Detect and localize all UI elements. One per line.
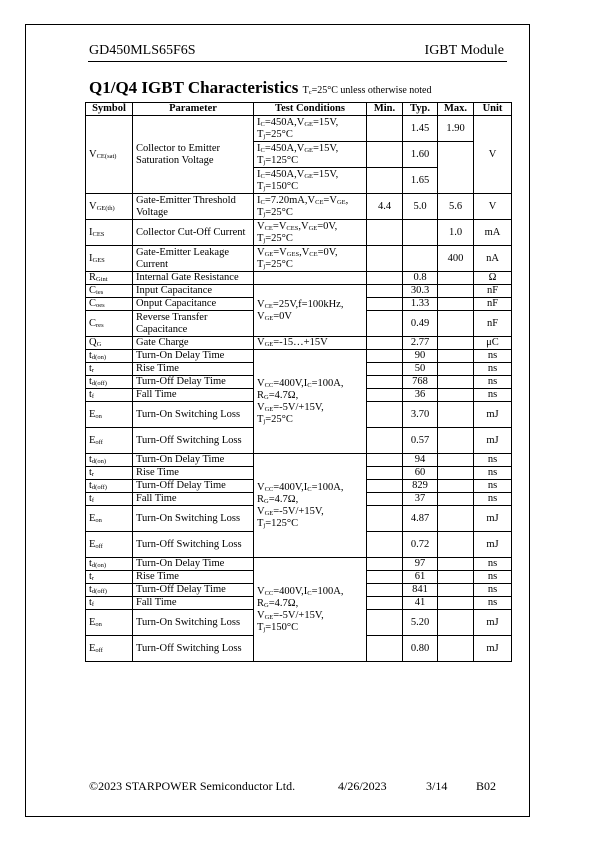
symbol-cell: $E_{on}$ — [86, 610, 133, 636]
test-condition-cell — [254, 272, 367, 285]
parameter-cell: Turn-On Delay Time — [133, 350, 254, 363]
unit-cell: ns — [474, 597, 512, 610]
typ-cell: 61 — [403, 571, 438, 584]
max-cell — [438, 272, 474, 285]
max-cell — [438, 389, 474, 402]
parameter-cell: Onput Capacitance — [133, 298, 254, 311]
parameter-cell: Turn-Off Delay Time — [133, 584, 254, 597]
max-cell — [438, 493, 474, 506]
unit-cell: μC — [474, 337, 512, 350]
typ-cell: 36 — [403, 389, 438, 402]
min-cell — [367, 298, 403, 311]
table-row — [86, 454, 512, 467]
max-cell: 1.0 — [438, 220, 474, 246]
max-cell — [438, 428, 474, 454]
max-cell: 5.6 — [438, 194, 474, 220]
parameter-cell: Turn-On Switching Loss — [133, 506, 254, 532]
typ-cell: 1.45 — [403, 116, 438, 142]
table-row — [86, 116, 512, 142]
test-condition-cell: $I_C=7.20mA,V_{CE}=V_{GE}$, $T_j=25^\circ C$ — [254, 194, 367, 220]
parameter-cell: Fall Time — [133, 389, 254, 402]
min-cell — [367, 402, 403, 428]
unit-cell: ns — [474, 467, 512, 480]
min-cell — [367, 389, 403, 402]
parameter-cell: Gate-Emitter Leakage Current — [133, 246, 254, 272]
symbol-cell: $t_{d(on)}$ — [86, 350, 133, 363]
unit-cell: ns — [474, 571, 512, 584]
max-cell — [438, 532, 474, 558]
unit-cell: mJ — [474, 402, 512, 428]
min-cell — [367, 480, 403, 493]
unit-cell: ns — [474, 389, 512, 402]
unit-cell: ns — [474, 558, 512, 571]
parameter-cell: Turn-On Switching Loss — [133, 402, 254, 428]
max-cell — [438, 402, 474, 428]
typ-cell: 768 — [403, 376, 438, 389]
min-cell — [367, 467, 403, 480]
footer-revision: B02 — [476, 779, 497, 793]
unit-cell: ns — [474, 584, 512, 597]
parameter-cell: Collector Cut-Off Current — [133, 220, 254, 246]
test-condition-cell: $V_{CE}=25V,f=100kHz$, $V_{GE}=0V$ — [254, 285, 367, 337]
min-cell — [367, 116, 403, 142]
test-condition-cell: $V_{CC}=400V,I_C=100A$, $R_G=4.7\Omega$, $V_{GE}=-5V/+15V$, $T_j=125^\circ C$ — [254, 454, 367, 558]
footer-page: 3/14 — [426, 779, 448, 793]
min-cell — [367, 571, 403, 584]
parameter-cell: Turn-On Delay Time — [133, 454, 254, 467]
typ-cell: 0.8 — [403, 272, 438, 285]
typ-cell: 41 — [403, 597, 438, 610]
symbol-cell: $I_{GES}$ — [86, 246, 133, 272]
parameter-cell: Turn-On Delay Time — [133, 558, 254, 571]
max-cell — [438, 337, 474, 350]
parameter-cell: Reverse Transfer Capacitance — [133, 311, 254, 337]
symbol-cell: $t_{d(on)}$ — [86, 558, 133, 571]
unit-cell: mJ — [474, 532, 512, 558]
unit-cell: mA — [474, 220, 512, 246]
symbol-cell: $E_{on}$ — [86, 506, 133, 532]
max-cell — [438, 350, 474, 363]
parameter-cell: Turn-Off Delay Time — [133, 376, 254, 389]
min-cell — [367, 584, 403, 597]
max-cell — [438, 376, 474, 389]
parameter-cell: Rise Time — [133, 571, 254, 584]
unit-cell: V — [474, 194, 512, 220]
parameter-cell: Rise Time — [133, 467, 254, 480]
symbol-cell: $t_r$ — [86, 363, 133, 376]
unit-cell: ns — [474, 363, 512, 376]
test-condition-cell: $V_{CC}=400V,I_C=100A$, $R_G=4.7\Omega$, $V_{GE}=-5V/+15V$, $T_j=150^\circ C$ — [254, 558, 367, 662]
min-cell — [367, 636, 403, 662]
min-cell: 4.4 — [367, 194, 403, 220]
parameter-cell: Turn-Off Switching Loss — [133, 532, 254, 558]
typ-cell: 0.80 — [403, 636, 438, 662]
header-min: Min. — [367, 103, 403, 116]
unit-cell: ns — [474, 350, 512, 363]
unit-cell: nF — [474, 311, 512, 337]
symbol-cell: $t_f$ — [86, 493, 133, 506]
unit-cell: nA — [474, 246, 512, 272]
parameter-cell: Turn-Off Switching Loss — [133, 636, 254, 662]
max-cell — [438, 506, 474, 532]
header-parameter: Parameter — [133, 103, 254, 116]
table-row — [86, 220, 512, 246]
header-part-number: GD450MLS65F6S — [89, 43, 196, 58]
test-condition-cell: $V_{GE}=-15\dots+15V$ — [254, 337, 367, 350]
max-cell — [438, 480, 474, 493]
max-cell — [438, 597, 474, 610]
unit-cell: mJ — [474, 428, 512, 454]
parameter-cell: Input Capacitance — [133, 285, 254, 298]
unit-cell: ns — [474, 376, 512, 389]
min-cell — [367, 428, 403, 454]
parameter-cell: Internal Gate Resistance — [133, 272, 254, 285]
min-cell — [367, 532, 403, 558]
min-cell — [367, 220, 403, 246]
min-cell — [367, 558, 403, 571]
table-row — [86, 337, 512, 350]
unit-cell: mJ — [474, 636, 512, 662]
table-row — [86, 350, 512, 363]
header-typ: Typ. — [403, 103, 438, 116]
symbol-cell: $t_r$ — [86, 467, 133, 480]
typ-cell: 1.33 — [403, 298, 438, 311]
header-max: Max. — [438, 103, 474, 116]
typ-cell — [403, 220, 438, 246]
parameter-cell: Fall Time — [133, 493, 254, 506]
max-cell: 1.90 — [438, 116, 474, 142]
parameter-cell: Rise Time — [133, 363, 254, 376]
typ-cell: 5.20 — [403, 610, 438, 636]
typ-cell: 0.49 — [403, 311, 438, 337]
min-cell — [367, 454, 403, 467]
typ-cell: 1.60 — [403, 142, 438, 168]
symbol-cell: $R_{Gint}$ — [86, 272, 133, 285]
typ-cell: 0.72 — [403, 532, 438, 558]
header-test-conditions: Test Conditions — [254, 103, 367, 116]
min-cell — [367, 285, 403, 298]
typ-cell: 1.65 — [403, 168, 438, 194]
typ-cell: 60 — [403, 467, 438, 480]
parameter-cell: Turn-On Switching Loss — [133, 610, 254, 636]
typ-cell: 5.0 — [403, 194, 438, 220]
typ-cell: 4.87 — [403, 506, 438, 532]
symbol-cell: $t_{d(on)}$ — [86, 454, 133, 467]
symbol-cell: $E_{off}$ — [86, 532, 133, 558]
max-cell — [438, 311, 474, 337]
unit-cell: mJ — [474, 506, 512, 532]
symbol-cell: $E_{off}$ — [86, 428, 133, 454]
symbol-cell: $E_{on}$ — [86, 402, 133, 428]
max-cell — [438, 610, 474, 636]
max-cell: 400 — [438, 246, 474, 272]
min-cell — [367, 337, 403, 350]
test-condition-cell: $I_C=450A,V_{GE}=15V$, $T_j=150^\circ C$ — [254, 168, 367, 194]
typ-cell — [403, 246, 438, 272]
symbol-cell: $t_f$ — [86, 389, 133, 402]
parameter-cell: Turn-Off Switching Loss — [133, 428, 254, 454]
unit-cell: nF — [474, 298, 512, 311]
parameter-cell: Collector to Emitter Saturation Voltage — [133, 116, 254, 194]
table-row — [86, 558, 512, 571]
min-cell — [367, 597, 403, 610]
test-condition-cell: $V_{CE}=V_{CES},V_{GE}=0V$, $T_j=25^\circ C$ — [254, 220, 367, 246]
header-symbol: Symbol — [86, 103, 133, 116]
min-cell — [367, 376, 403, 389]
symbol-cell: $C_{oes}$ — [86, 298, 133, 311]
typ-cell: 3.70 — [403, 402, 438, 428]
unit-cell: ns — [474, 480, 512, 493]
igbt-characteristics-table — [85, 102, 512, 662]
section-title-main: Q1/Q4 IGBT Characteristics — [89, 78, 299, 97]
symbol-cell: $t_{d(off)}$ — [86, 376, 133, 389]
symbol-cell: $t_f$ — [86, 597, 133, 610]
max-cell — [438, 142, 474, 194]
symbol-cell: $C_{res}$ — [86, 311, 133, 337]
symbol-cell: $I_{CES}$ — [86, 220, 133, 246]
footer-date: 4/26/2023 — [338, 779, 387, 793]
max-cell — [438, 558, 474, 571]
unit-cell: nF — [474, 285, 512, 298]
table-row — [86, 246, 512, 272]
symbol-cell: $t_{d(off)}$ — [86, 480, 133, 493]
min-cell — [367, 272, 403, 285]
section-title — [89, 78, 432, 98]
max-cell — [438, 298, 474, 311]
table-row — [86, 194, 512, 220]
test-condition-cell: $I_C=450A,V_{GE}=15V$, $T_j=125^\circ C$ — [254, 142, 367, 168]
max-cell — [438, 285, 474, 298]
typ-cell: 37 — [403, 493, 438, 506]
typ-cell: 841 — [403, 584, 438, 597]
unit-cell: Ω — [474, 272, 512, 285]
header-doc-type: IGBT Module — [424, 43, 504, 58]
symbol-cell: $t_{d(off)}$ — [86, 584, 133, 597]
table-row — [86, 272, 512, 285]
max-cell — [438, 571, 474, 584]
header-unit: Unit — [474, 103, 512, 116]
unit-cell: ns — [474, 454, 512, 467]
symbol-cell: $Q_G$ — [86, 337, 133, 350]
typ-cell: 97 — [403, 558, 438, 571]
min-cell — [367, 142, 403, 168]
min-cell — [367, 311, 403, 337]
typ-cell: 829 — [403, 480, 438, 493]
min-cell — [367, 506, 403, 532]
table-row — [86, 285, 512, 298]
switching-section — [86, 350, 512, 662]
max-cell — [438, 467, 474, 480]
unit-cell: V — [474, 116, 512, 194]
symbol-cell: $E_{off}$ — [86, 636, 133, 662]
symbol-cell: $V_{GE(th)}$ — [86, 194, 133, 220]
section-title-condition: $T_c=25^\circ C$ unless otherwise noted — [302, 85, 432, 96]
unit-cell: mJ — [474, 610, 512, 636]
typ-cell: 30.3 — [403, 285, 438, 298]
typ-cell: 2.77 — [403, 337, 438, 350]
test-condition-cell: $V_{GE}=V_{GES},V_{CE}=0V$, $T_j=25^\circ C$ — [254, 246, 367, 272]
min-cell — [367, 168, 403, 194]
symbol-cell: $t_r$ — [86, 571, 133, 584]
max-cell — [438, 636, 474, 662]
symbol-cell: $C_{ies}$ — [86, 285, 133, 298]
typ-cell: 50 — [403, 363, 438, 376]
typ-cell: 90 — [403, 350, 438, 363]
min-cell — [367, 610, 403, 636]
parameter-cell: Turn-Off Delay Time — [133, 480, 254, 493]
min-cell — [367, 493, 403, 506]
header-rule — [88, 61, 507, 62]
symbol-cell: $V_{CE(sat)}$ — [86, 116, 133, 194]
min-cell — [367, 350, 403, 363]
parameter-cell: Fall Time — [133, 597, 254, 610]
parameter-cell: Gate Charge — [133, 337, 254, 350]
typ-cell: 0.57 — [403, 428, 438, 454]
max-cell — [438, 363, 474, 376]
max-cell — [438, 584, 474, 597]
max-cell — [438, 454, 474, 467]
test-condition-cell: $V_{CC}=400V,I_C=100A$, $R_G=4.7\Omega$, $V_{GE}=-5V/+15V$, $T_j=25^\circ C$ — [254, 350, 367, 454]
test-condition-cell: $I_C=450A,V_{GE}=15V$, $T_j=25^\circ C$ — [254, 116, 367, 142]
typ-cell: 94 — [403, 454, 438, 467]
parameter-cell: Gate-Emitter Threshold Voltage — [133, 194, 254, 220]
footer-copyright: ©2023 STARPOWER Semiconductor Ltd. — [89, 779, 296, 793]
min-cell — [367, 363, 403, 376]
table-header-row — [86, 103, 512, 116]
unit-cell: ns — [474, 493, 512, 506]
min-cell — [367, 246, 403, 272]
